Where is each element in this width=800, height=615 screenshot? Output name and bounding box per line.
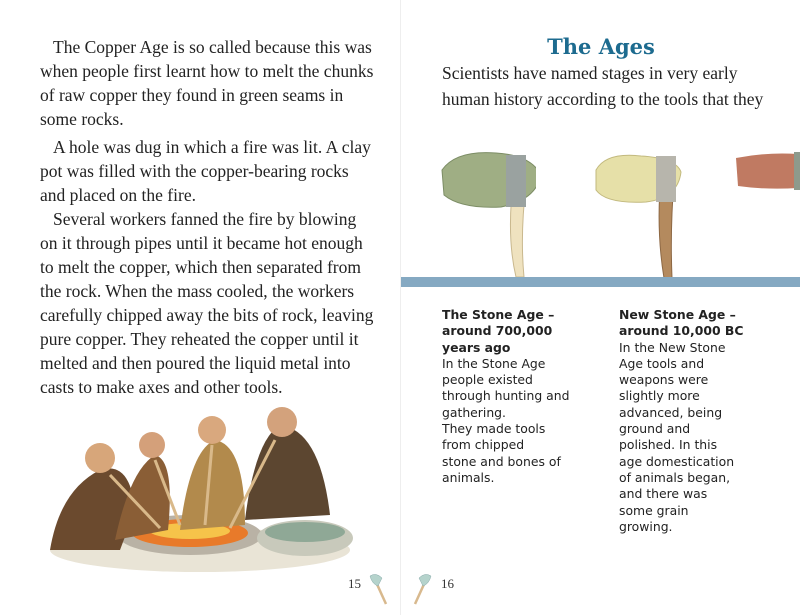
column-heading: years ago	[442, 339, 511, 355]
column-heading: around 10,000 BC	[619, 323, 744, 339]
new-stone-axe-illustration	[586, 150, 696, 280]
text-line: and there was	[619, 486, 708, 502]
copper-smelting-illustration	[40, 400, 370, 575]
divider-bar	[401, 277, 800, 287]
text-line: some rocks.	[40, 109, 124, 129]
paragraph-1	[40, 35, 374, 131]
column-heading: The Stone Age –	[442, 307, 555, 322]
page-number: 16	[441, 576, 454, 591]
text-line: In the New Stone	[619, 339, 726, 355]
text-line: pot was filled with the copper-bearing rocks	[40, 161, 349, 181]
text-line: when people first learnt how to melt the chunks	[40, 61, 374, 81]
paragraph-3	[40, 207, 374, 399]
page-number: 15	[348, 576, 361, 591]
text-line: melted and then poured the liquid metal into	[40, 353, 351, 373]
text-line: casts to make axes and other tools.	[40, 377, 283, 397]
right-page	[400, 0, 800, 615]
intro-text	[442, 60, 763, 112]
text-line: pure copper. They reheated the copper until it	[40, 329, 359, 349]
text-line: A hole was dug in which a fire was lit. A clay	[53, 137, 371, 157]
new-stone-age-column	[619, 307, 743, 535]
column-heading: around 700,000	[442, 323, 553, 339]
text-line: of raw copper they found in green seams in	[40, 85, 344, 105]
stone-axe-illustration	[436, 145, 536, 280]
text-line: weapons were	[619, 372, 709, 388]
text-line: growing.	[619, 518, 673, 534]
text-line: polished. In this	[619, 437, 718, 453]
text-line: advanced, being	[619, 404, 723, 420]
text-line: stone and bones of	[442, 453, 561, 469]
text-line: through hunting and	[442, 388, 570, 404]
text-line: of animals began,	[619, 469, 731, 485]
page-title: The Ages	[547, 34, 655, 59]
text-line: Scientists have named stages in very early	[442, 63, 738, 83]
text-line: from chipped	[442, 437, 525, 453]
text-line: to melt the copper, which then separated from	[40, 257, 361, 277]
text-line: In the Stone Age	[442, 355, 546, 371]
text-line: on it through pipes until it became hot enough	[40, 233, 363, 253]
text-line: people existed	[442, 372, 533, 388]
axe-icon	[409, 572, 433, 606]
text-line: the rock. When the mass cooled, the workers	[40, 281, 355, 301]
text-line: carefully chipped away the bits of rock, leaving	[40, 305, 374, 325]
text-line: animals.	[442, 469, 495, 485]
text-line: human history according to the tools that they	[442, 89, 764, 109]
text-line: gathering.	[442, 404, 506, 420]
text-line: ground and	[619, 421, 691, 437]
text-line: They made tools	[442, 421, 546, 437]
stone-age-column	[442, 307, 569, 486]
text-line: Age tools and	[619, 355, 705, 371]
text-line: some grain	[619, 502, 689, 518]
text-line: The Copper Age is so called because this was	[53, 37, 372, 57]
text-line: and placed on the fire.	[40, 185, 196, 205]
text-line: Several workers fanned the fire by blowing	[53, 209, 357, 229]
copper-axe-illustration	[736, 150, 800, 195]
text-line: slightly more	[619, 388, 700, 404]
paragraph-2	[40, 135, 370, 207]
text-line: age domestication	[619, 453, 735, 469]
column-heading: New Stone Age –	[619, 307, 736, 322]
axe-icon	[368, 572, 392, 606]
